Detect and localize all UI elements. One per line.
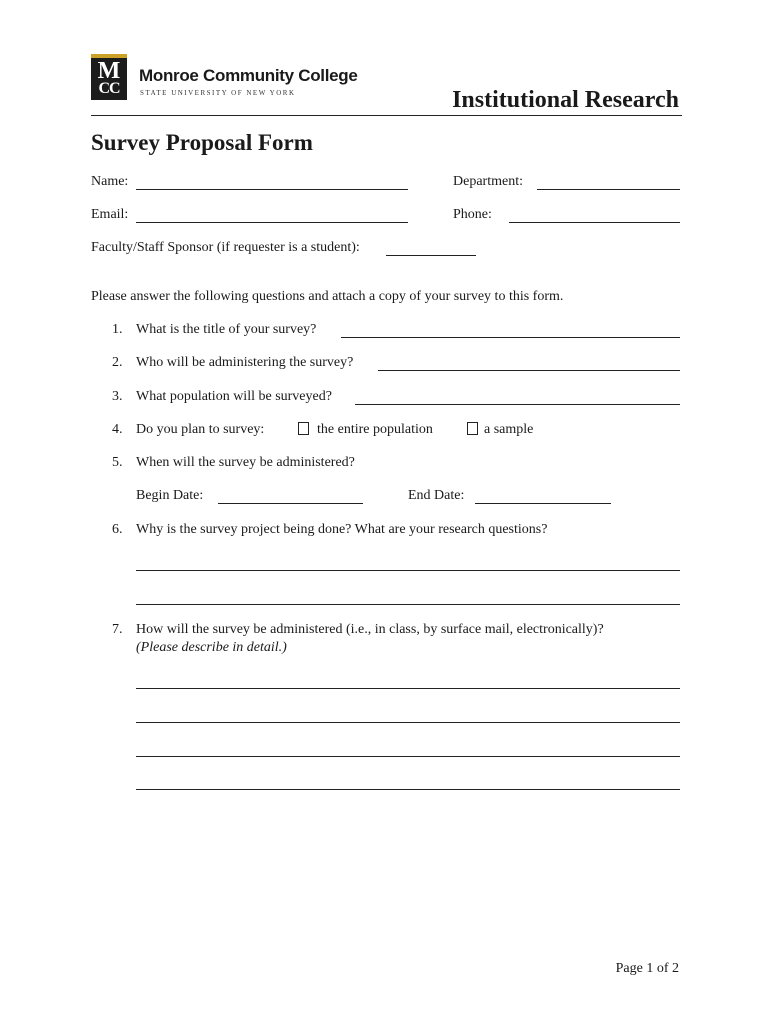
form-title: Survey Proposal Form	[91, 130, 313, 155]
question-7-number: 7.	[112, 622, 123, 637]
method-answer-line-1[interactable]	[136, 688, 680, 689]
email-field[interactable]	[136, 222, 408, 223]
mcc-logo	[91, 54, 127, 100]
header-rule	[91, 115, 682, 116]
email-label: Email:	[91, 207, 129, 222]
name-field[interactable]	[136, 189, 408, 190]
research-answer-line-1[interactable]	[136, 570, 680, 571]
college-name: Monroe Community College	[139, 66, 358, 85]
sample-label: a sample	[484, 422, 534, 437]
question-6-text: Why is the survey project being done? What are your research questions?	[136, 522, 548, 537]
logo-cc: CC	[98, 80, 120, 97]
phone-field[interactable]	[509, 222, 680, 223]
department-field[interactable]	[537, 189, 680, 190]
question-1-number: 1.	[112, 322, 123, 337]
logo-m: M	[97, 58, 121, 84]
research-answer-line-2[interactable]	[136, 604, 680, 605]
suny-line: STATE UNIVERSITY OF NEW YORK	[140, 89, 296, 97]
begin-date-field[interactable]	[218, 503, 363, 504]
method-answer-line-4[interactable]	[136, 789, 680, 790]
question-7-text: How will the survey be administered (i.e., in class, by surface mail, electronically)?	[136, 622, 604, 637]
population-field[interactable]	[355, 404, 680, 405]
question-5-text: When will the survey be administered?	[136, 455, 355, 470]
survey-title-field[interactable]	[341, 337, 680, 338]
end-date-field[interactable]	[475, 503, 611, 504]
question-4-number: 4.	[112, 422, 123, 437]
department-title: Institutional Research	[452, 87, 679, 113]
sponsor-label: Faculty/Staff Sponsor (if requester is a student):	[91, 240, 360, 255]
sponsor-field[interactable]	[386, 255, 476, 256]
question-5-number: 5.	[112, 455, 123, 470]
question-3-number: 3.	[112, 389, 123, 404]
question-6-number: 6.	[112, 522, 123, 537]
administrator-field[interactable]	[378, 370, 680, 371]
entire-population-label: the entire population	[317, 422, 433, 437]
end-date-label: End Date:	[408, 488, 465, 503]
question-2-text: Who will be administering the survey?	[136, 355, 354, 370]
question-1-text: What is the title of your survey?	[136, 322, 317, 337]
page-number: Page 1 of 2	[615, 961, 679, 976]
question-3-text: What population will be surveyed?	[136, 389, 332, 404]
entire-population-checkbox[interactable]	[298, 422, 309, 435]
question-4-text: Do you plan to survey:	[136, 422, 265, 437]
begin-date-label: Begin Date:	[136, 488, 204, 503]
question-7-note: (Please describe in detail.)	[136, 640, 287, 655]
name-label: Name:	[91, 174, 129, 189]
method-answer-line-3[interactable]	[136, 756, 680, 757]
instructions: Please answer the following questions and attach a copy of your survey to this form.	[91, 289, 564, 304]
sample-checkbox[interactable]	[467, 422, 478, 435]
department-label: Department:	[453, 174, 523, 189]
question-2-number: 2.	[112, 355, 123, 370]
phone-label: Phone:	[453, 207, 492, 222]
method-answer-line-2[interactable]	[136, 722, 680, 723]
